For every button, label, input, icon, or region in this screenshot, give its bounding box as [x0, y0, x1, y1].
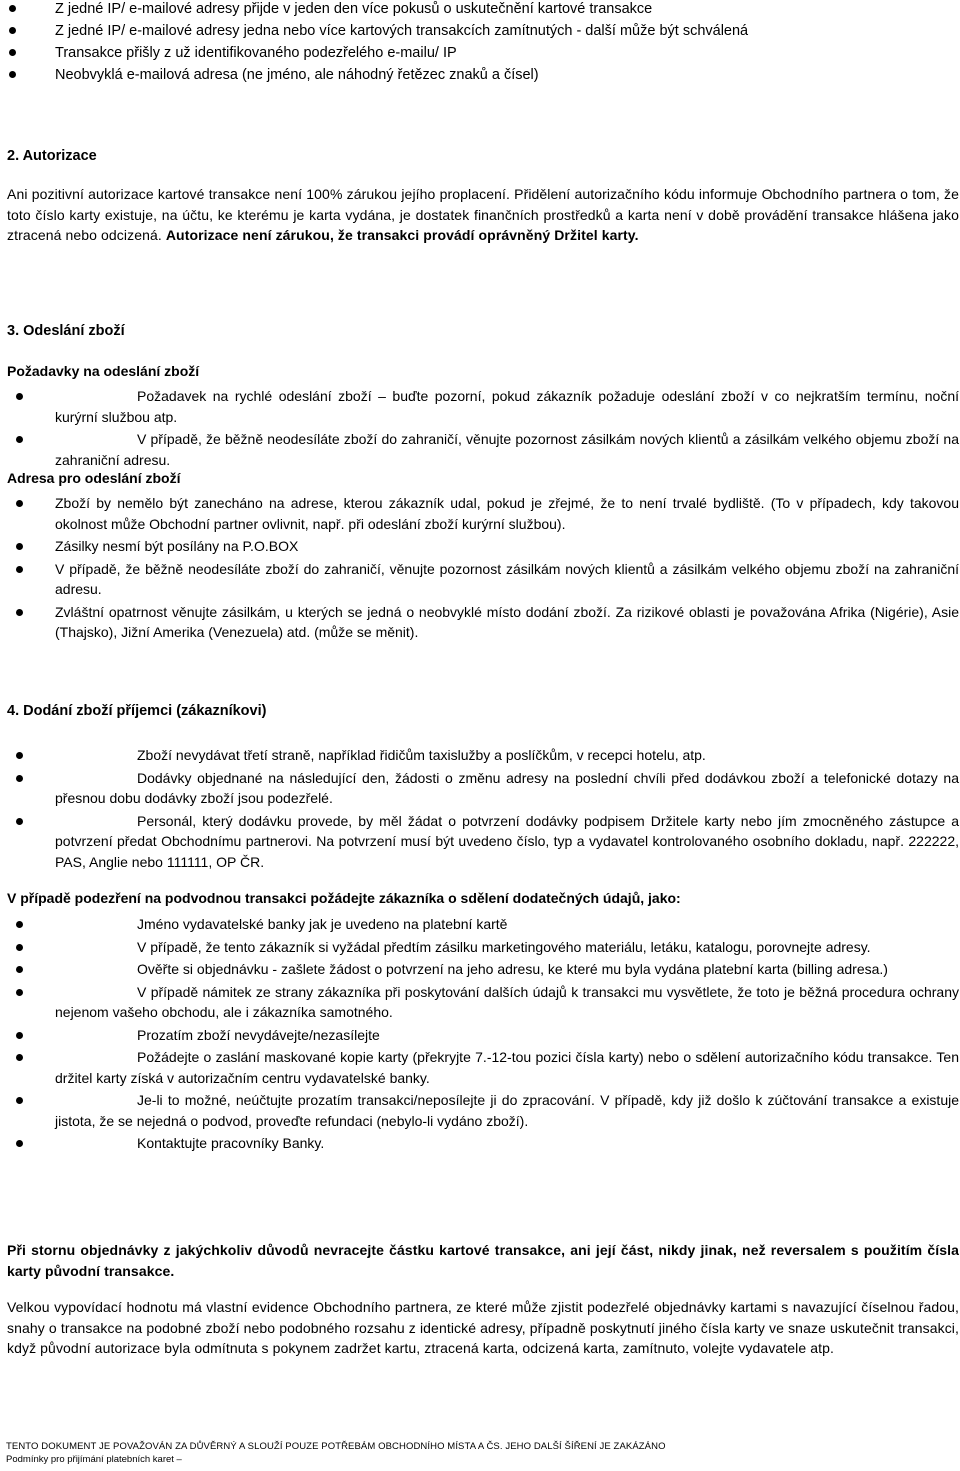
- footer-document-title: Podmínky pro přijímání platebních karet –: [6, 1454, 182, 1465]
- list-item: [7, 959, 959, 980]
- list-item: [7, 811, 959, 873]
- list-item-text: V případě, že běžně neodesíláte zboží do zahraničí, věnujte pozornost zásilkám nových klientů a zásilkám velkého objemu zboží na zahraniční adresu.: [55, 431, 959, 468]
- section-heading-authorization: 2. Autorizace: [7, 148, 97, 164]
- list-item-text: Dodávky objednané na následující den, žádosti o změnu adresy na poslední chvíli před dodávkou zboží a telefonické dotazy na přesnou dobu dodávky zboží jsou podezřelé.: [55, 769, 959, 806]
- list-item: [7, 1047, 959, 1088]
- list-item-text: Kontaktujte pracovníky Banky.: [137, 1135, 325, 1151]
- storno-warning: Při stornu objednávky z jakýchkoliv důvodů nevracejte částku kartové transakce, ani její část, nikdy jinak, než reversalem s použitím čísla karty původní transakce.: [7, 1242, 959, 1279]
- list-item: Z jedné IP/ e-mailové adresy jedna nebo více kartových transakcích zamítnutých - další může být schválená: [0, 20, 950, 42]
- authorization-paragraph: [7, 184, 959, 246]
- authorization-bold-text: Autorizace není zárukou, že transakci provádí oprávněný Držitel karty.: [165, 227, 639, 243]
- list-item-text: Ověřte si objednávku - zašlete žádost o potvrzení na jeho adresu, ke které mu byla vydána platební karta (billing adresa.): [137, 961, 888, 977]
- list-item: Transakce přišly z už identifikovaného podezřelého e-mailu/ IP: [0, 42, 950, 64]
- list-item: [7, 1025, 959, 1046]
- list-item-text: V případě námitek ze strany zákazníka při poskytování dalších údajů k transakci mu vysvětlete, že toto je běžná procedura ochrany nejenom vašeho obchodu, ale i zákazníka samotného.: [55, 983, 959, 1020]
- list-item: [7, 1133, 959, 1154]
- subheading-shipping-address: Adresa pro odeslání zboží: [7, 470, 181, 486]
- list-item-text: Jméno vydavatelské banky jak je uvedeno na platební kartě: [137, 916, 508, 932]
- list-item: [7, 1090, 959, 1131]
- list-item-text: Prozatím zboží nevydávejte/nezasílejte: [137, 1026, 380, 1043]
- page-footer: [6, 1440, 666, 1466]
- list-item: Zboží by nemělo být zanecháno na adrese, kterou zákazník udal, pokud je zřejmé, že to není trvalé bydliště. (To v případech, kdy takovou okolnost může Obchodní partner ovlivnit, např. při odeslání zboží kurýrní službou).: [7, 493, 959, 534]
- list-item: [7, 982, 959, 1023]
- section-heading-delivery: 4. Dodání zboží příjemci (zákazníkovi): [7, 703, 267, 719]
- list-item: [7, 745, 959, 766]
- list-item: Neobvyklá e-mailová adresa (ne jméno, ale náhodný řetězec znaků a čísel): [0, 64, 950, 86]
- shipping-requirements-list: [7, 386, 959, 470]
- list-item-text: Zboží nevydávat třetí straně, například řidičům taxislužby a poslíčkům, v recepci hotelu, atp.: [137, 747, 706, 763]
- suspicion-heading: V případě podezření na podvodnou transakci požádejte zákazníka o sdělení dodatečných údajů, jako:: [7, 890, 681, 906]
- list-item: Zvláštní opatrnost věnujte zásilkám, u kterých se jedná o neobvyklé místo dodání zboží. Za rizikové oblasti je považována Afrika (Nigérie), Asie (Thajsko), Jižní Amerika (Venezuela) atd. (může se měnit).: [7, 602, 959, 643]
- subheading-shipping-requirements: Požadavky na odeslání zboží: [7, 363, 200, 379]
- list-item-text: Požadavek na rychlé odeslání zboží – buďte pozorní, pokud zákazník požaduje odeslání zboží v co nejkratším termínu, noční kurýrní službou atp.: [55, 388, 959, 425]
- delivery-list: [7, 745, 959, 872]
- list-item: V případě, že běžně neodesíláte zboží do zahraničí, věnujte pozornost zásilkám nových klientů a zásilkám velkého objemu zboží na zahraniční adresu.: [7, 559, 959, 600]
- list-item: Zásilky nesmí být posílány na P.O.BOX: [7, 536, 959, 557]
- footer-confidentiality-notice: TENTO DOKUMENT JE POVAŽOVÁN ZA DŮVĚRNÝ A SLOUŽÍ POUZE POTŘEBÁM OBCHODNÍHO MÍSTA A ČS. JEHO DALŠÍ ŠÍŘENÍ JE ZAKÁZÁNO: [6, 1441, 666, 1452]
- section-heading-shipping: 3. Odeslání zboží: [7, 323, 125, 339]
- authorization-text: Ani pozitivní autorizace kartové transakce není 100% zárukou jejího proplacení. Přidělení autorizačního kódu informuje Obchodního partnera o tom, že toto číslo karty existuje, na účtu, ke kterému je karta vydána, je dostatek finančních prostředků a karta není v době provádění transakce hlášena jako ztracená nebo odcizená.: [7, 186, 959, 243]
- shipping-address-list: [7, 493, 959, 643]
- list-item: [7, 914, 959, 935]
- fraud-indicator-list: [0, 0, 950, 86]
- list-item-text: Požádejte o zaslání maskované kopie karty (překryjte 7.-12-tou pozici čísla karty) nebo o sdělení autorizačního kódu transakce. Ten držitel karty získá v autorizačním centru vydavatelské banky.: [55, 1049, 959, 1086]
- closing-paragraph: Velkou vypovídací hodnotu má vlastní evidence Obchodního partnera, ze které může zjistit podezřelé objednávky kartami s navazující číselnou řadou, snahy o transakce na podobné zboží nebo podobného rozsahu z identické adresy, případně poskytnutí jiného čísla karty ve snaze uskutečnit transakci, když původní autorizace byla odmítnuta s pokynem zadržet kartu, ztracená karta, odcizená karta, zamítnuto, volejte vydavatele atp.: [7, 1299, 959, 1356]
- list-item-text: Personál, který dodávku provede, by měl žádat o potvrzení dodávky podpisem Držitele karty nebo jím zmocněného zástupce a potvrzení předat Obchodnímu partnerovi. Na potvrzení musí být uvedeno číslo, typ a vydavatel kontrolovaného osobního dokladu, např. 222222, PAS, Anglie nebo 111111, OP ČR.: [55, 812, 959, 870]
- list-item: [7, 768, 959, 809]
- list-item-text: V případě, že tento zákazník si vyžádal předtím zásilku marketingového materiálu, letáku, katalogu, porovnejte adresy.: [137, 938, 871, 955]
- list-item-text: Je-li to možné, neúčtujte prozatím transakci/neposílejte ji do zpracování. V případě, kdy již došlo k zúčtování transakce a existuje jistota, že se nejedná o podvod, proveďte refundaci (nebylo-li vydáno zboží).: [55, 1092, 959, 1129]
- list-item: Z jedné IP/ e-mailové adresy přijde v jeden den více pokusů o uskutečnění kartové transakce: [0, 0, 950, 20]
- list-item: [7, 429, 959, 470]
- list-item: [7, 386, 959, 427]
- suspicion-list: [7, 914, 959, 1154]
- list-item: [7, 937, 959, 958]
